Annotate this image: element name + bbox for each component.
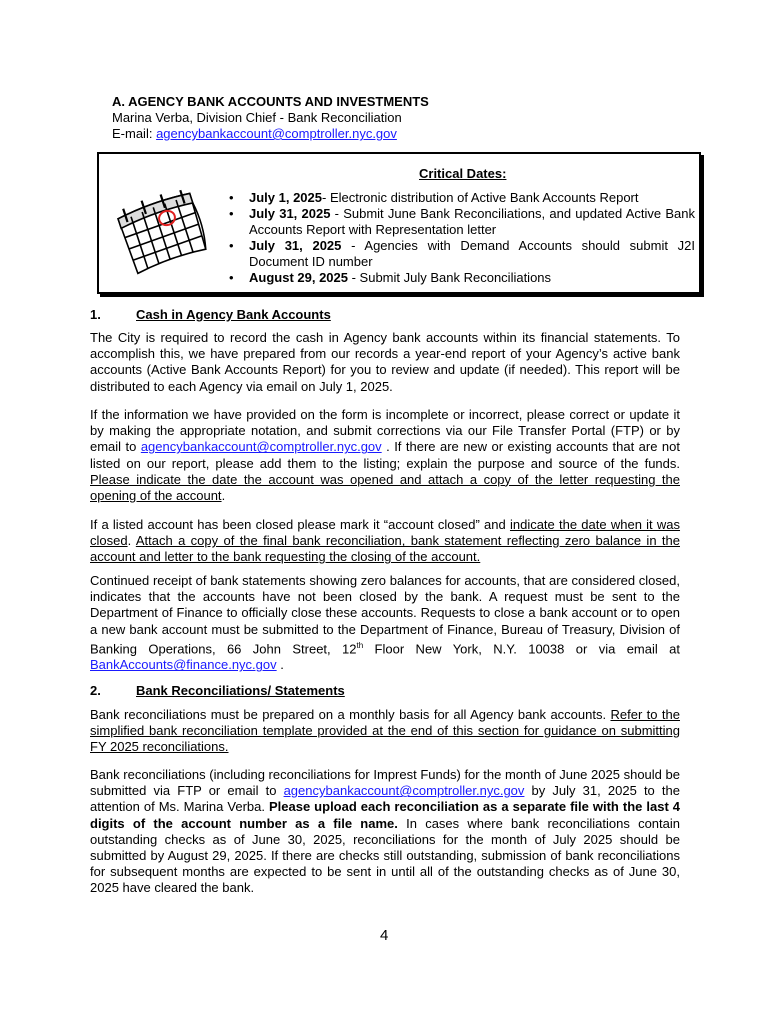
critical-date-item: • August 29, 2025 - Submit July Bank Reconciliations — [227, 270, 695, 286]
ftp-email-link[interactable]: agencybankaccount@comptroller.nyc.gov — [140, 439, 382, 455]
section-header — [112, 94, 429, 142]
contact-name: Marina Verba, Division Chief - Bank Reconciliation — [112, 110, 402, 125]
section2-heading: 2. Bank Reconciliations/ Statements — [90, 683, 345, 698]
section1-paragraph-1: The City is required to record the cash in Agency bank accounts within its financial statements. To accomplish this, we have prepared from our records a year-end report of your Agency’s active bank accounts (Active Bank Accounts Report) for you to review and update (if needed). This report will be distributed to each Agency via email on July 1, 2025. — [90, 330, 680, 394]
critical-dates-box — [97, 152, 701, 294]
section1-paragraph-4: Continued receipt of bank statements showing zero balances for accounts, that are considered closed, indicates that the accounts have not been closed by the bank. A request must be sent to the Department of Finance to officially close these accounts. Requests to close a bank account or to open a new bank account must be submitted to the Department of Finance, Bureau of Treasury, Division of Banking Operations, 66 John Street, 12th Floor New York, N.Y. 10038 or via email at BankAccounts@finance.nyc.gov . — [90, 573, 680, 673]
critical-date-item: • July 1, 2025- Electronic distribution of Active Bank Accounts Report — [227, 190, 695, 206]
section2-paragraph-2: Bank reconciliations (including reconciliations for Imprest Funds) for the month of June 2025 should be submitted via FTP or email to agencybankaccount@comptroller.nyc.gov by July 31, 2025 to the attention of Ms. Marina Verba. Please upload each reconciliation as a separate file with the last 4 digits of the account number as a file name. In cases where bank reconciliations contain outstanding checks as of June 30, 2025, reconciliations for the month of July 2025 should be submitted by August 29, 2025. If there are checks still outstanding, submission of bank reconciliations for subsequent months are expected to be sent in until all of the outstanding checks as of June 30, 2025 have cleared the bank. — [90, 767, 681, 896]
calendar-icon — [111, 178, 211, 278]
reconciliation-email-link[interactable]: agencybankaccount@comptroller.nyc.gov — [283, 783, 525, 799]
contact-email-line — [112, 126, 429, 142]
section1-heading: 1. Cash in Agency Bank Accounts — [90, 307, 331, 322]
critical-date-item: • July 31, 2025 - Agencies with Demand Accounts should submit J2I Document ID number — [227, 238, 695, 270]
section-title: A. AGENCY BANK ACCOUNTS AND INVESTMENTS — [112, 94, 429, 109]
contact-email-link[interactable]: agencybankaccount@comptroller.nyc.gov — [156, 126, 397, 141]
critical-dates-list — [227, 190, 695, 286]
email-label: E-mail: — [112, 126, 157, 141]
section2-paragraph-1: Bank reconciliations must be prepared on a monthly basis for all Agency bank accounts. Refer to the simplified bank reconciliation template provided at the end of this section for guidance on submitting FY 2025 reconciliations. — [90, 707, 680, 755]
page-number: 4 — [380, 927, 389, 944]
section1-paragraph-2: If the information we have provided on the form is incomplete or incorrect, please correct or update it by making the appropriate notation, and submit corrections via our File Transfer Portal (FTP) or by email to agencybankaccount@comptroller.nyc.gov . If there are new or existing accounts that are not listed on our report, please add them to the listing; explain the purpose and source of the funds. Please indicate the date the account was opened and attach a copy of the letter requesting the opening of the account. — [90, 407, 680, 504]
section1-paragraph-3: If a listed account has been closed please mark it “account closed” and indicate the date when it was closed. Attach a copy of the final bank reconciliation, bank statement reflecting zero balance in the account and letter to the bank requesting the closing of the account. — [90, 517, 681, 565]
critical-dates-title: Critical Dates: — [419, 166, 507, 181]
finance-email-link[interactable]: BankAccounts@finance.nyc.gov — [90, 657, 277, 673]
critical-date-item: • July 31, 2025 - Submit June Bank Reconciliations, and updated Active Bank Accounts Report with Representation letter — [227, 206, 695, 238]
